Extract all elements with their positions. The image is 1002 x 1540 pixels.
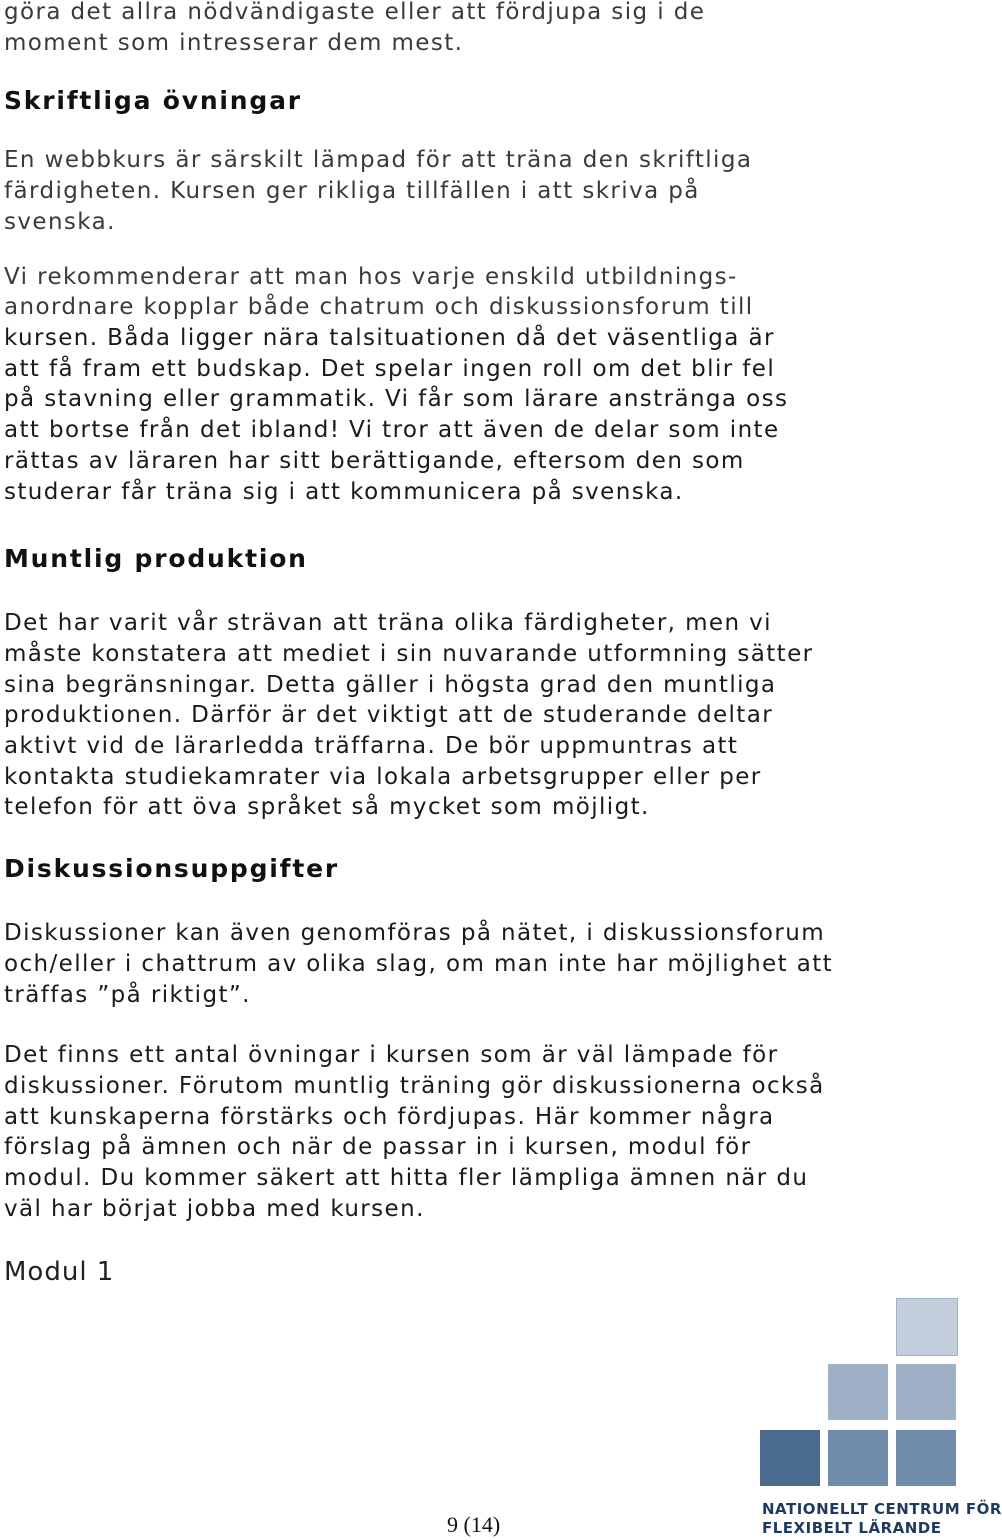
text-line: att kunskaperna förstärks och fördjupas. Här kommer några bbox=[4, 1104, 775, 1130]
text-line: på stavning eller grammatik. Vi får som lärare anstränga oss bbox=[4, 386, 789, 412]
text-line: måste konstatera att mediet i sin nuvarande utformning sätter bbox=[4, 641, 814, 667]
text-line: träffas ”på riktigt”. bbox=[4, 982, 251, 1008]
text-line: väl har börjat jobba med kursen. bbox=[4, 1196, 425, 1222]
text-line: sina begränsningar. Detta gäller i högsta grad den muntliga bbox=[4, 672, 777, 698]
text-line: En webbkurs är särskilt lämpad för att träna den skriftliga bbox=[4, 147, 753, 173]
text-line: Det har varit vår strävan att träna olika färdigheter, men vi bbox=[4, 610, 772, 636]
subheading-modul-1: Modul 1 bbox=[4, 1257, 115, 1287]
text-line: moment som intresserar dem mest. bbox=[4, 30, 464, 56]
text-line: kursen. Båda ligger nära talsituationen då det väsentliga är bbox=[4, 325, 775, 351]
text-line: och/eller i chattrum av olika slag, om man inte har möjlighet att bbox=[4, 951, 834, 977]
text-line: att bortse från det ibland! Vi tror att även de delar som inte bbox=[4, 417, 780, 443]
text-line: att få fram ett budskap. Det spelar ingen roll om det blir fel bbox=[4, 356, 776, 382]
text-line: göra det allra nödvändigaste eller att fördjupa sig i de bbox=[4, 0, 706, 25]
text-line: förslag på ämnen och när de passar in i kursen, modul för bbox=[4, 1134, 752, 1160]
logo-square bbox=[896, 1430, 956, 1486]
logo-square bbox=[896, 1364, 956, 1420]
page-number: 9 (14) bbox=[447, 1512, 501, 1537]
logo-square bbox=[896, 1298, 958, 1356]
text-line: studerar får träna sig i att kommunicera på svenska. bbox=[4, 479, 684, 505]
text-line: modul. Du kommer säkert att hitta fler lämpliga ämnen när du bbox=[4, 1165, 809, 1191]
text-line: färdigheten. Kursen ger rikliga tillfällen i att skriva på bbox=[4, 178, 700, 204]
text-line: rättas av läraren har sitt berättigande, eftersom den som bbox=[4, 448, 745, 474]
logo-text-line1: NATIONELLT CENTRUM FÖR bbox=[762, 1500, 1002, 1518]
text-line: anordnare kopplar både chatrum och diskussionsforum till bbox=[4, 294, 754, 320]
text-line: svenska. bbox=[4, 209, 116, 235]
section-heading-diskussion: Diskussionsuppgifter bbox=[4, 854, 339, 883]
logo-square bbox=[828, 1430, 888, 1486]
logo-square bbox=[760, 1430, 820, 1486]
text-line: Det finns ett antal övningar i kursen som är väl lämpade för bbox=[4, 1042, 779, 1068]
text-line: aktivt vid de lärarledda träffarna. De bör uppmuntras att bbox=[4, 733, 739, 759]
text-line: Vi rekommenderar att man hos varje enskild utbildnings- bbox=[4, 264, 738, 290]
text-line: Diskussioner kan även genomföras på nätet, i diskussionsforum bbox=[4, 920, 825, 946]
text-line: kontakta studiekamrater via lokala arbetsgrupper eller per bbox=[4, 764, 762, 790]
logo-text-line2: FLEXIBELT LÄRANDE bbox=[762, 1519, 942, 1537]
section-heading-muntlig: Muntlig produktion bbox=[4, 544, 308, 573]
text-line: produktionen. Därför är det viktigt att de studerande deltar bbox=[4, 702, 774, 728]
text-line: diskussioner. Förutom muntlig träning gör diskussionerna också bbox=[4, 1073, 825, 1099]
text-line: telefon för att öva språket så mycket som möjligt. bbox=[4, 794, 650, 820]
section-heading-skriftliga: Skriftliga övningar bbox=[4, 86, 302, 115]
logo-square bbox=[828, 1364, 888, 1420]
